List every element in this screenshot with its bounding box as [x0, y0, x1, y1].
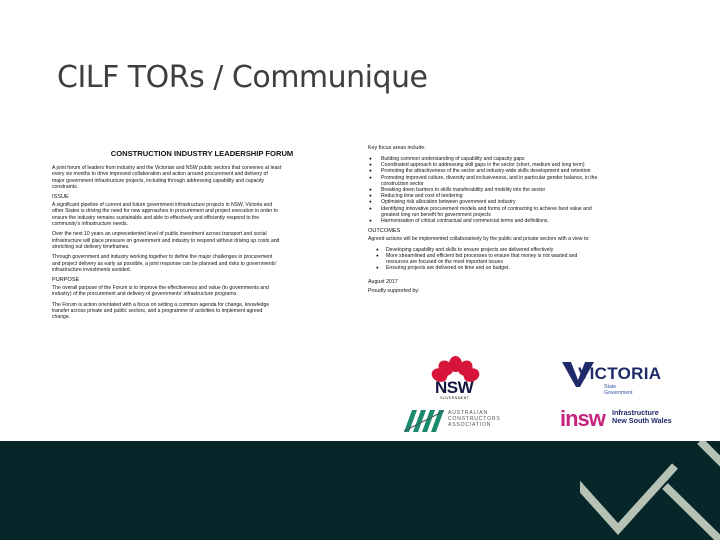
list-item: ● Building common understanding of capability and capacity gaps	[368, 156, 688, 162]
purpose-paragraph-1: The overall purpose of the Forum is to improve the effectiveness and value (to governments and industry) of the procurement and delivery of governments' infrastructure programs.	[52, 285, 269, 298]
list-item: ● Identifying innovative procurement models and forms of contracting to achieve best value and	[368, 206, 688, 212]
issue-heading: ISSUE	[52, 194, 69, 201]
issue-paragraph-3: Through government and industry working together to define the major challenges in procurement and project delivery as early as possible, a joint response can be planned and risks to governments' infrastructure investments avoided.	[52, 254, 277, 273]
slide-title: CILF TORs / Communique	[57, 60, 428, 95]
aca-emblem-icon	[404, 410, 446, 432]
issue-paragraph-2: Over the next 10 years an unprecedented level of public investment across transport and social infrastructure will place pressure on government and industry to respond without driving up costs and stretching out delivery timeframes.	[52, 231, 280, 250]
list-item-continuation: construction sector	[381, 180, 424, 187]
communique-document	[52, 142, 688, 442]
document-right-column	[368, 142, 688, 431]
list-item: ● Breaking down barriers to skills transferability and mobility into the sector	[368, 187, 688, 193]
list-item: ● Harmonisation of critical contractual and commercial terms and definitions.	[368, 218, 688, 224]
insw-logo-subtext: Infrastructure New South Wales	[612, 408, 672, 426]
issue-paragraph-1: A significant pipeline of current and future government infrastructure projects in NSW, Victoria and other States is driving the need for new approaches in procurement and project execution in order to ensure the industry remains sustainable and able to effectively and efficiently respond to the community's infrastructure needs.	[52, 202, 278, 228]
list-item-continuation: greatest long run benefit for government projects	[381, 211, 491, 218]
brand-chevron-icon	[580, 441, 720, 540]
list-item: ● Coordinated approach to addressing skill gaps in the sector (short, medium and long term)	[368, 162, 688, 168]
infrastructure-nsw-logo	[560, 406, 688, 438]
nsw-logo-text: NSW	[435, 378, 474, 397]
outcomes-intro: Agreed actions will be implemented collaboratively by the public and private sectors with a view to:	[368, 236, 590, 243]
aca-logo-text: AUSTRALIAN CONSTRUCTORS ASSOCIATION	[448, 410, 501, 429]
outcomes-heading: OUTCOMES	[368, 228, 401, 235]
australian-constructors-association-logo	[404, 408, 544, 434]
nsw-logo-subtext: GOVERNMENT	[440, 396, 470, 400]
key-focus-list	[368, 156, 688, 224]
list-item: ● Promoting improved culture, diversity and inclusiveness, and in particular gender balance, in the	[368, 175, 688, 181]
document-title: CONSTRUCTION INDUSTRY LEADERSHIP FORUM	[110, 149, 294, 158]
document-left-column	[52, 142, 352, 325]
list-item: ● Reducing time and cost of tendering	[368, 193, 688, 199]
list-item: ● Optimising risk allocation between government and industry	[368, 199, 688, 205]
insw-logo-text: insw	[560, 406, 605, 431]
list-item: ● Ensuring projects are delivered on time and on budget.	[368, 265, 688, 271]
list-item: ● Promoting the attractiveness of the sector and industry-wide skills development and retention	[368, 168, 688, 174]
footer-band	[0, 441, 720, 540]
sponsor-logos	[368, 356, 688, 446]
outcomes-list	[368, 247, 688, 272]
supported-by-label: Proudly supported by:	[368, 288, 420, 295]
purpose-paragraph-2: The Forum is action orientated with a focus on setting a common agenda for change, knowledge transfer across private and public sectors, and a programme of activities to implement agreed change.	[52, 301, 270, 321]
key-focus-heading: Key focus areas include:	[368, 145, 426, 151]
document-date: August 2017	[368, 279, 398, 286]
purpose-heading: PURPOSE	[52, 277, 80, 284]
nsw-government-logo	[426, 356, 486, 404]
list-item: ● Developing capability and skills to ensure projects are delivered effectively	[368, 247, 688, 253]
intro-paragraph: A joint forum of leaders from industry and the Victorian and NSW public sectors that convenes at least every six months to drive improved collaboration and action around procurement and delivery of major government infrastructure projects, including through addressing capability and capacity constraints.	[52, 165, 282, 190]
victoria-logo-text: VICTORIA	[578, 364, 662, 383]
victoria-state-government-logo	[562, 358, 682, 404]
list-item: ● More streamlined and efficient bid processes to ensure that money is not wasted and	[368, 253, 688, 259]
list-item-continuation: resources are focused on the most important issues	[386, 258, 503, 265]
victoria-logo-subtext: State Government	[604, 384, 633, 396]
